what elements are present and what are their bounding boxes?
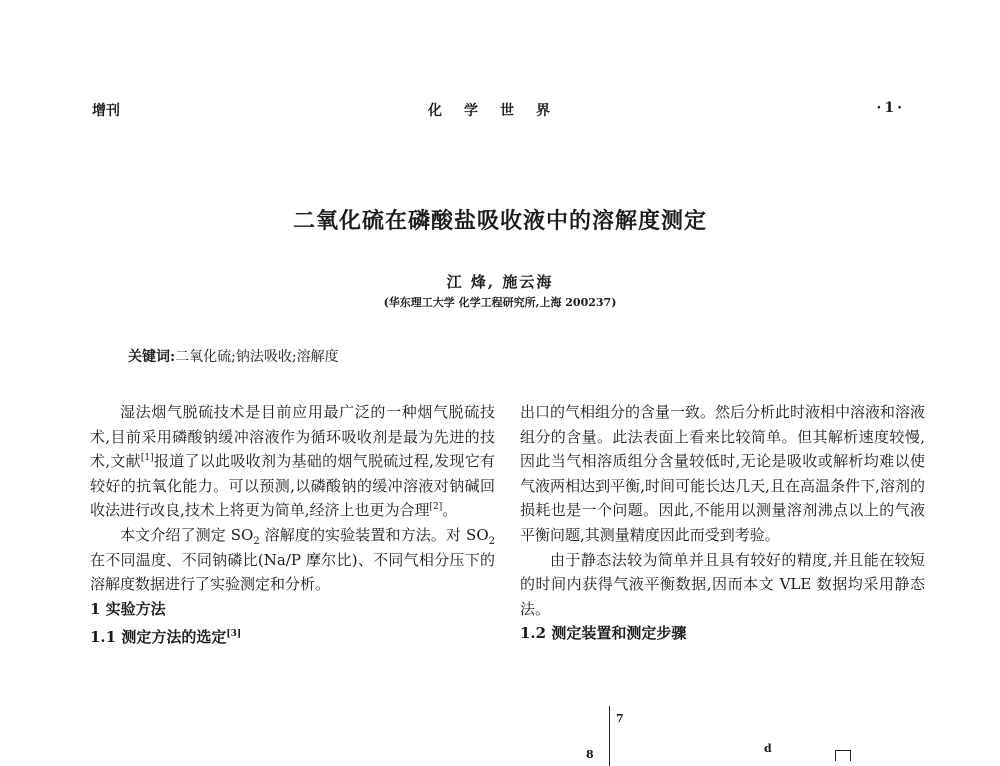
authors: 江 烽, 施云海	[446, 273, 554, 291]
intro-paragraph	[90, 400, 495, 523]
section-heading-1-1	[90, 625, 495, 650]
scope-paragraph	[90, 523, 495, 597]
figure-apparatus-line	[609, 706, 610, 766]
method-choice-paragraph: 由于静态法较为简单并且具有较好的精度,并且能在较短的时间内获得气液平衡数据,因而本文 VLE 数据均采用静态法。	[520, 550, 925, 618]
citation-1: [1]	[140, 453, 154, 464]
page-number: ·1·	[876, 100, 905, 116]
journal-issue-label: 增刊	[92, 103, 120, 119]
section-heading-1-2: 1.2 测定装置和测定步骤	[520, 624, 687, 643]
intro-text-b: 报道了以此吸收剂为基础的烟气脱硫过程,发现它有较好的抗氧化能力。可以预测,以磷酸钠的缓冲溶液对钠碱回收法进行改良,技术上将更为简单,经济上也更为合理	[90, 452, 495, 520]
scope-text-a: 本文介绍了测定 SO	[120, 525, 254, 544]
citation-2: [2]	[429, 502, 443, 513]
intro-text-c: 。	[442, 501, 458, 520]
scope-text-c: 在不同温度、不同钠磷比(Na/P 摩尔比)、不同气相分压下的溶解度数据进行了实验测定和分析。	[90, 550, 495, 594]
figure-label-7: 7	[616, 712, 624, 725]
section-heading-1-1-text: 1.1 测定方法的选定	[90, 628, 227, 647]
so2-subscript: 2	[253, 535, 260, 547]
paper-title: 二氧化硫在磷酸盐吸收液中的溶解度测定	[292, 208, 707, 234]
journal-name: 化学世界	[428, 103, 572, 119]
figure-label-8: 8	[586, 748, 594, 761]
static-method-paragraph: 出口的气相组分的含量一致。然后分析此时液相中溶液和溶液组分的含量。此法表面上看来比较简单。但其解析速度较慢,因此当气相溶质组分含量较低时,无论是吸收或解析均难以使气液两相达到平衡,时间可能长达几天,且在高温条件下,溶剂的损耗也是一个问题。因此,不能用以测量溶剂沸点以上的气液平衡问题,其测量精度因此而受到考验。	[520, 403, 926, 544]
right-column	[520, 400, 925, 646]
keywords-text: 二氧化硫;钠法吸收;溶解度	[175, 349, 339, 365]
keywords	[128, 346, 339, 366]
keywords-label: 关键词:	[128, 349, 176, 365]
scope-text-b: 溶解度的实验装置和方法。对 SO	[259, 525, 489, 544]
intro-text-a: 湿法烟气脱硫技术是目前应用最广泛的一种烟气脱硫技术,目前采用磷酸钠缓冲溶液作为循环吸收剂是最为先进的技术,文献	[90, 403, 495, 471]
figure-label-d: d	[764, 742, 772, 755]
affiliation: (华东理工大学 化学工程研究所,上海 200237)	[383, 296, 617, 309]
left-column	[90, 400, 495, 650]
citation-3: [3]	[226, 629, 242, 640]
so2-subscript-2: 2	[488, 535, 495, 547]
figure-apparatus-box	[835, 750, 851, 761]
section-heading-1: 1 实验方法	[90, 599, 166, 618]
